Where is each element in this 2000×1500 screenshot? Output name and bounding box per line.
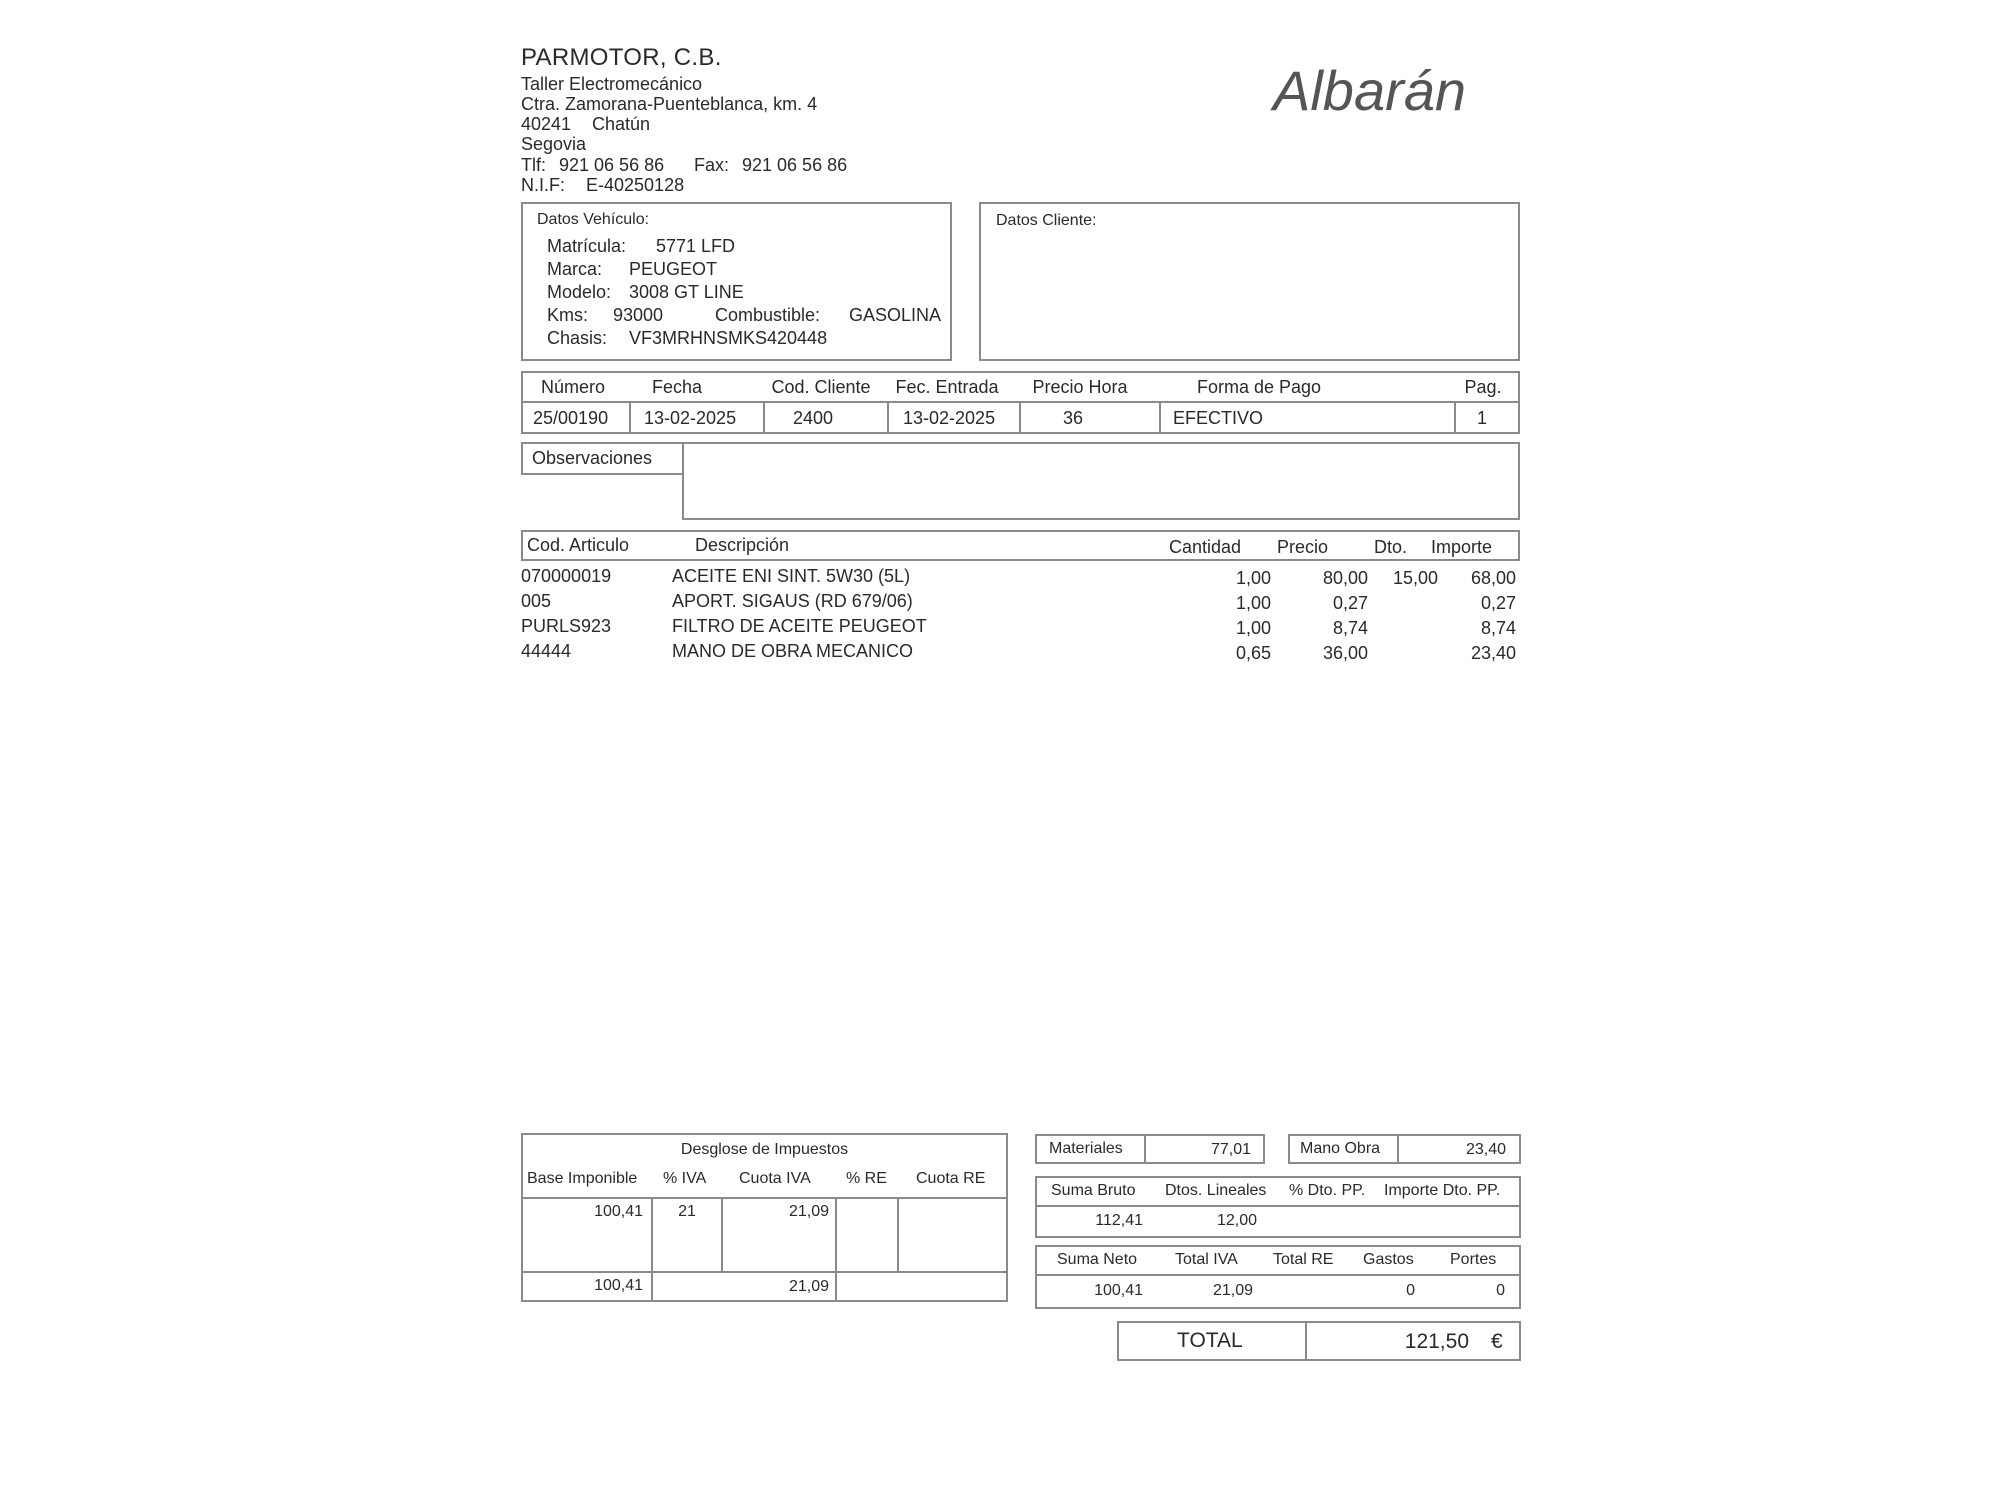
suma-bruto-label: Suma Bruto — [1051, 1182, 1136, 1199]
mano-obra-box — [1288, 1134, 1521, 1164]
info-header-numero: Número — [540, 377, 606, 397]
info-header-pag: Pag. — [1464, 377, 1502, 397]
company-nif: E-40250128 — [586, 175, 685, 195]
items-header-qty: Cantidad — [1169, 537, 1242, 557]
company-name: PARMOTOR, C.B. — [521, 44, 722, 71]
item-desc: MANO DE OBRA MECANICO — [672, 641, 914, 661]
company-tel-label: Tlf: — [521, 155, 546, 175]
observaciones-label-box — [521, 442, 684, 475]
total-iva-value: 21,09 — [1212, 1282, 1253, 1299]
tax-breakdown-box — [521, 1133, 1008, 1302]
item-code: 070000019 — [521, 566, 612, 586]
currency-symbol: € — [1491, 1330, 1503, 1353]
info-precio-hora: 36 — [1063, 408, 1084, 428]
gastos-value: 0 — [1406, 1282, 1415, 1299]
combustible-value: GASOLINA — [849, 305, 942, 325]
item-dto: 15,00 — [1392, 568, 1438, 588]
info-fecha: 13-02-2025 — [644, 408, 737, 428]
company-postal: 40241 — [521, 114, 572, 134]
total-iva-label: Total IVA — [1175, 1251, 1238, 1268]
info-numero: 25/00190 — [533, 408, 609, 428]
tax-header-cuota-re: Cuota RE — [916, 1170, 986, 1187]
tax-header-cuota-iva: Cuota IVA — [739, 1170, 811, 1187]
item-qty: 1,00 — [1235, 593, 1271, 613]
materiales-value: 77,01 — [1210, 1141, 1251, 1158]
company-address: Ctra. Zamorana-Puenteblanca, km. 4 — [521, 94, 818, 114]
item-row — [521, 616, 1520, 641]
tax-cuota-total: 21,09 — [788, 1278, 829, 1295]
document-info-table — [521, 371, 1520, 434]
info-header-cod-cliente: Cod. Cliente — [771, 377, 871, 397]
tax-base-total: 100,41 — [594, 1277, 643, 1294]
suma-bruto-box — [1035, 1176, 1521, 1238]
marca-value: PEUGEOT — [629, 259, 718, 279]
item-code: 005 — [521, 591, 552, 611]
items-header-amount: Importe — [1431, 537, 1493, 557]
info-header-fecha: Fecha — [651, 377, 703, 397]
client-data-box — [979, 202, 1520, 361]
info-header-fec-entrada: Fec. Entrada — [895, 377, 999, 397]
company-city: Chatún — [592, 114, 651, 134]
items-header-dto: Dto. — [1374, 537, 1408, 557]
total-re-label: Total RE — [1273, 1251, 1334, 1268]
info-fec-entrada: 13-02-2025 — [903, 408, 996, 428]
item-price: 80,00 — [1322, 568, 1368, 588]
tax-header-base: Base Imponible — [527, 1170, 638, 1187]
portes-label: Portes — [1450, 1251, 1497, 1268]
total-label: TOTAL — [1177, 1329, 1243, 1352]
info-pag: 1 — [1477, 408, 1488, 428]
tax-cuota-value: 21,09 — [788, 1203, 829, 1220]
item-row — [521, 641, 1520, 666]
total-value: 121,50 — [1404, 1330, 1469, 1353]
gastos-label: Gastos — [1363, 1251, 1414, 1268]
company-fax-label: Fax: — [694, 155, 730, 175]
item-price: 36,00 — [1322, 643, 1368, 663]
info-forma-pago: EFECTIVO — [1173, 408, 1264, 428]
item-row — [521, 591, 1520, 616]
importe-dto-pp-label: Importe Dto. PP. — [1384, 1182, 1501, 1199]
tax-iva-value: 21 — [678, 1203, 696, 1220]
items-header-price: Precio — [1277, 537, 1329, 557]
dtos-lineales-label: Dtos. Lineales — [1165, 1182, 1267, 1199]
item-qty: 1,00 — [1235, 618, 1271, 638]
suma-neto-value: 100,41 — [1094, 1282, 1143, 1299]
item-desc: FILTRO DE ACEITE PEUGEOT — [672, 616, 927, 636]
client-heading: Datos Cliente: — [996, 212, 1097, 229]
item-amount: 23,40 — [1470, 643, 1516, 663]
company-activity: Taller Electromecánico — [521, 74, 703, 94]
materiales-label: Materiales — [1049, 1140, 1123, 1157]
item-price: 8,74 — [1332, 618, 1368, 638]
mano-obra-label: Mano Obra — [1300, 1140, 1381, 1157]
suma-neto-box — [1035, 1245, 1521, 1309]
item-code: 44444 — [521, 641, 572, 661]
company-nif-label: N.I.F: — [521, 175, 565, 195]
info-header-forma-pago: Forma de Pago — [1196, 377, 1322, 397]
marca-label: Marca: — [547, 259, 603, 279]
item-amount: 0,27 — [1480, 593, 1516, 613]
total-box — [1117, 1321, 1521, 1361]
tax-base-value: 100,41 — [594, 1203, 643, 1220]
item-qty: 0,65 — [1235, 643, 1271, 663]
item-amount: 8,74 — [1480, 618, 1516, 638]
item-row — [521, 566, 1520, 591]
item-code: PURLS923 — [521, 616, 612, 636]
item-desc: ACEITE ENI SINT. 5W30 (5L) — [672, 566, 911, 586]
document-title: Albarán — [1273, 59, 1467, 122]
company-tel: 921 06 56 86 — [559, 155, 665, 175]
item-price: 0,27 — [1332, 593, 1368, 613]
modelo-label: Modelo: — [547, 282, 612, 302]
item-amount: 68,00 — [1470, 568, 1516, 588]
items-header-desc: Descripción — [695, 535, 790, 555]
dtos-lineales-value: 12,00 — [1216, 1212, 1257, 1229]
tax-header-re: % RE — [846, 1170, 887, 1187]
vehicle-data-box — [521, 202, 952, 361]
company-province: Segovia — [521, 134, 587, 154]
kms-label: Kms: — [547, 305, 589, 325]
suma-neto-label: Suma Neto — [1057, 1251, 1138, 1268]
tax-header-iva: % IVA — [663, 1170, 707, 1187]
info-cod-cliente: 2400 — [793, 408, 834, 428]
kms-value: 93000 — [613, 305, 664, 325]
observaciones-box — [682, 442, 1520, 520]
mano-obra-value: 23,40 — [1465, 1141, 1506, 1158]
suma-bruto-value: 112,41 — [1095, 1212, 1143, 1229]
info-header-precio-hora: Precio Hora — [1032, 377, 1128, 397]
items-header — [521, 530, 1520, 561]
matricula-label: Matrícula: — [547, 236, 627, 256]
item-qty: 1,00 — [1235, 568, 1271, 588]
observaciones-label: Observaciones — [532, 448, 653, 468]
items-header-code: Cod. Articulo — [527, 535, 630, 555]
tax-title: Desglose de Impuestos — [680, 1141, 849, 1158]
item-desc: APORT. SIGAUS (RD 679/06) — [672, 591, 913, 611]
chasis-label: Chasis: — [547, 328, 608, 348]
portes-value: 0 — [1496, 1282, 1505, 1299]
modelo-value: 3008 GT LINE — [629, 282, 744, 302]
materiales-box — [1035, 1134, 1265, 1164]
vehicle-heading: Datos Vehículo: — [537, 211, 650, 228]
matricula-value: 5771 LFD — [656, 236, 736, 256]
company-fax: 921 06 56 86 — [742, 155, 848, 175]
combustible-label: Combustible: — [715, 305, 821, 325]
chasis-value: VF3MRHNSMKS420448 — [629, 328, 828, 348]
dto-pp-label: % Dto. PP. — [1289, 1182, 1366, 1199]
